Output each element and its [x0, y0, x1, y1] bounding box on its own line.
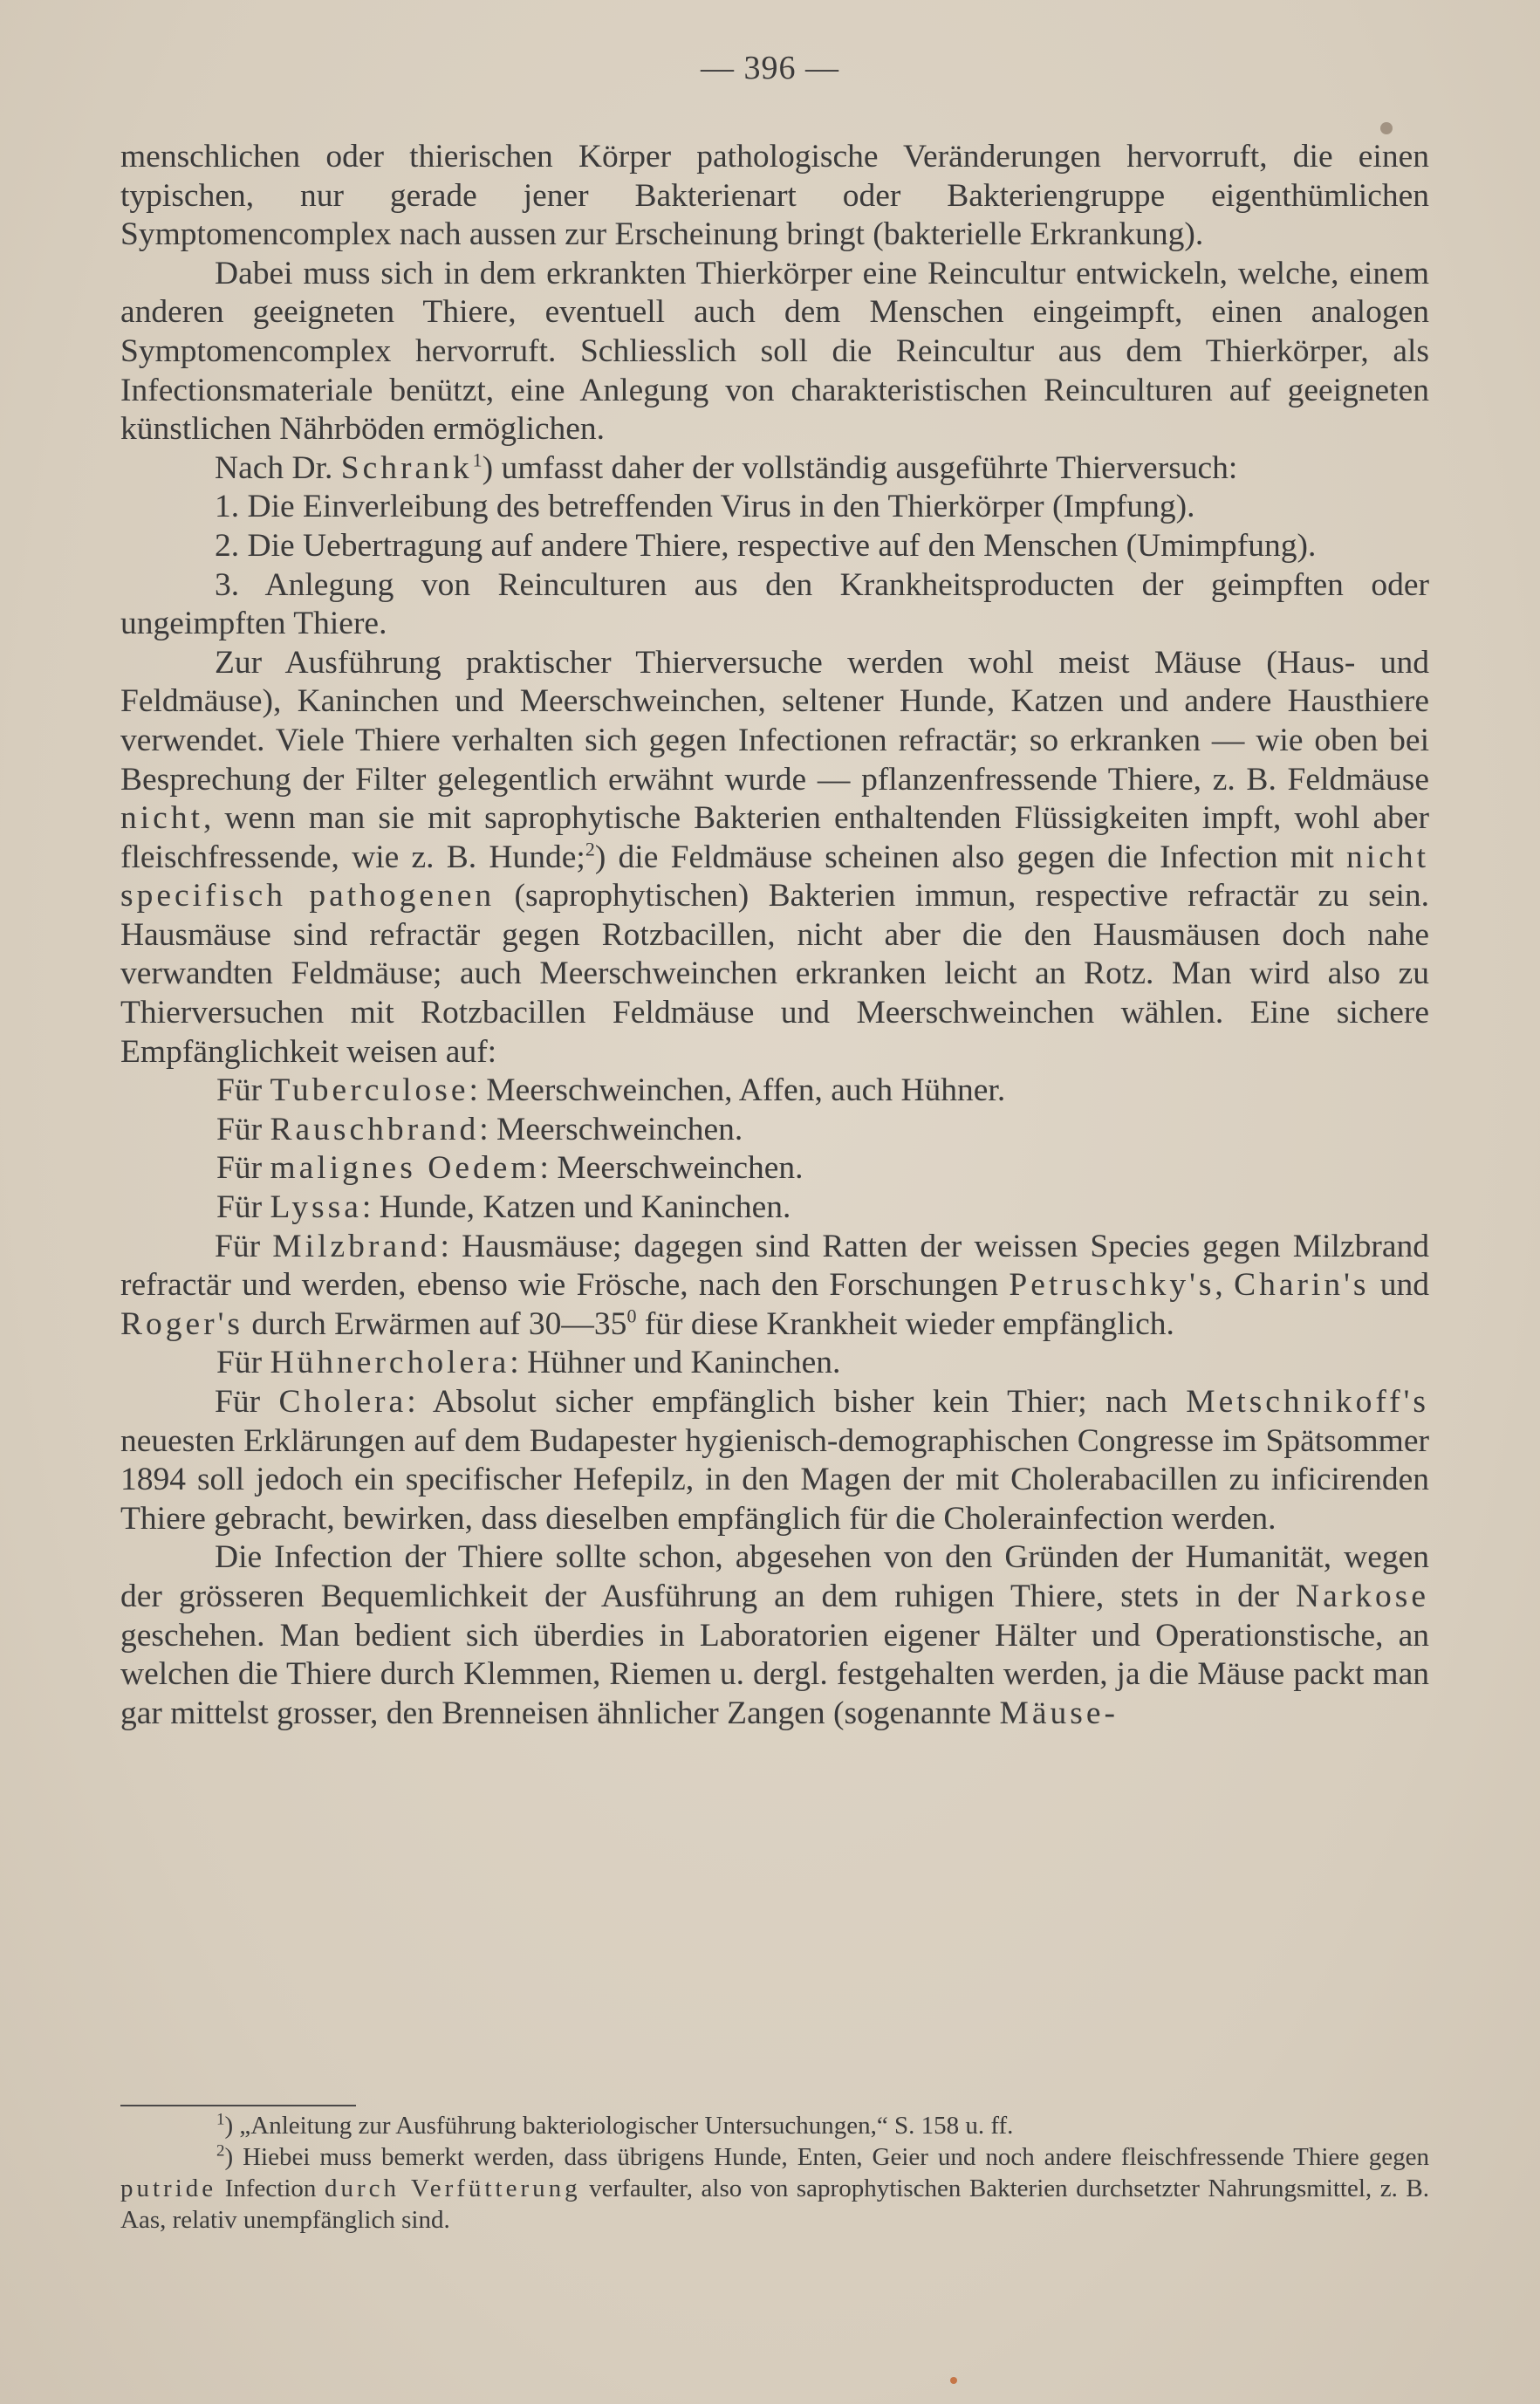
author-name: Roger's: [120, 1305, 243, 1342]
text-run: ) umfasst daher der vollständig ausgeführte Thierversuch:: [482, 449, 1238, 486]
text-run: Für: [216, 1345, 270, 1381]
paragraph: [120, 449, 1429, 489]
footnote-ref: 1: [472, 449, 483, 471]
text-run: für diese Krankheit wieder empfänglich.: [636, 1305, 1174, 1342]
disease-entry: [120, 1111, 1429, 1150]
emphasis: Narkose: [1296, 1578, 1429, 1614]
text-run: : Meerschweinchen.: [539, 1150, 804, 1187]
page-number: — 396 —: [701, 50, 839, 86]
disease-entry: [120, 1188, 1429, 1228]
paragraph: [120, 1538, 1429, 1733]
disease-entry: [120, 1344, 1429, 1383]
paragraph: Dabei muss sich in dem erkrankten Thierkörper eine Reincultur entwickeln, welche, einem anderen geeigneten Thiere, eventuell auch dem Menschen eingeimpft, einen analogen Symptomencomplex hervorruft. Schliesslich soll die Reincultur aus dem Thierkörper, als Infectionsmateriale benützt, eine Anlegung von charakteristischen Reinculturen auf geeigneten künstlichen Nährböden ermöglichen.: [120, 255, 1429, 448]
text-run: Die Infection der Thiere sollte schon, abgesehen von den Gründen der Humanität, wegen der grösseren Bequemlichkeit der Ausführung an dem ruhigen Thiere, stets in der: [120, 1539, 1429, 1614]
list-item: 2. Die Uebertragung auf andere Thiere, respective auf den Menschen (Umimpfung).: [215, 527, 1317, 564]
emphasis: nicht specifisch pathogenen: [120, 839, 1429, 914]
footnotes: [120, 2110, 1429, 2236]
disease-name: Rauschbrand: [270, 1111, 480, 1147]
degree-mark: 0: [626, 1305, 637, 1327]
text-run: Für: [216, 1189, 270, 1226]
disease-name: Tuberculose: [270, 1072, 469, 1109]
list-item: 3. Anlegung von Reinculturen aus den Krankheitsproducten der geimpften oder ungeimpften Thiere.: [120, 566, 1429, 642]
footnote-mark: 1: [216, 2110, 225, 2129]
disease-name: Cholera: [278, 1384, 407, 1420]
footnote-divider: [120, 2105, 356, 2106]
text-run: Für: [216, 1150, 270, 1187]
text-run: Für: [216, 1072, 270, 1109]
footnote-mark: 2: [216, 2141, 225, 2161]
text-run: verfaulter, also von saprophytischen Bakterien durchsetzter Nahrungsmittel, z. B. Aas, relativ unempfänglich sind.: [120, 2175, 1430, 2234]
text-run: durch Erwärmen auf 30—35: [243, 1305, 627, 1342]
text-run: (saprophytischen) Bakterien immun, respective refractär zu sein. Hausmäuse sind refractär gegen Rotzbacillen, nicht aber die den Hausmäusen doch nahe verwandten Feldmäuse; auch Meerschweinchen erkranken leicht an Rotz. Man wird also zu Thierversuchen mit Rotzbacillen Feldmäuse und Meerschweinchen wählen. Eine sichere Empfänglichkeit weisen auf:: [120, 878, 1429, 1070]
paper-speck: [1380, 122, 1393, 134]
text-run: Infection: [216, 2175, 325, 2202]
disease-name: Lyssa: [270, 1189, 362, 1226]
text-run: : Hausmäuse; dagegen sind Ratten der weissen Species gegen Milzbrand refractär und werden, ebenso wie Frösche, nach den Forschungen: [120, 1228, 1430, 1304]
author-name: Petruschky's: [1009, 1267, 1215, 1304]
author-name: Schrank: [340, 449, 473, 486]
disease-entry: [120, 1383, 1429, 1538]
disease-entry: [120, 1149, 1429, 1188]
main-text: [120, 138, 1429, 1733]
text-run: : Absolut sicher empfänglich bisher kein Thier; nach: [407, 1384, 1187, 1420]
paragraph: menschlichen oder thierischen Körper pathologische Veränderungen hervorruft, die einen typischen, nur gerade jener Bakterienart oder Bakteriengruppe eigenthümlichen Symptomencomplex nach aussen zur Erscheinung bringt (bakterielle Erkrankung).: [120, 139, 1429, 253]
list-item: 1. Die Einverleibung des betreffenden Virus in den Thierkörper (Impfung).: [215, 489, 1195, 525]
emphasis: durch Verfütterung: [324, 2175, 581, 2202]
text-run: Für: [215, 1384, 279, 1420]
text-run: : Hunde, Katzen und Kaninchen.: [361, 1189, 791, 1226]
paragraph: [120, 644, 1429, 1072]
disease-entry: [120, 1072, 1429, 1111]
footnote: [120, 2110, 1429, 2141]
text-run: ,: [1215, 1267, 1235, 1304]
emphasis: putride: [120, 2175, 217, 2202]
text-run: neuesten Erklärungen auf dem Budapester hygienisch-demographischen Congresse im Spätsommer 1894 soll jedoch ein specifischer Hefepilz, in den Magen der mit Cholerabacillen zu inficirenden Thiere gebracht, bewirken, dass dieselben empfänglich für die Cholerainfection werden.: [120, 1422, 1429, 1537]
text-run: ) die Feldmäuse scheinen also gegen die Infection mit: [594, 839, 1347, 875]
disease-name: Hühnercholera: [270, 1345, 510, 1381]
author-name: Metschnikoff's: [1186, 1384, 1429, 1420]
emphasis: nicht: [120, 800, 203, 837]
text-run: und: [1369, 1267, 1430, 1304]
footnote-ref: 2: [585, 838, 595, 860]
disease-name: malignes Oedem: [270, 1150, 540, 1187]
text-run: : Hühner und Kaninchen.: [510, 1345, 841, 1381]
text-run: ) Hiebei muss bemerkt werden, dass übrigens Hunde, Enten, Geier und noch andere fleischfressende Thiere gegen: [224, 2143, 1429, 2171]
text-run: geschehen. Man bedient sich überdies in Laboratorien eigener Hälter und Operationstische, an welchen die Thiere durch Klemmen, Riemen u. dergl. festgehalten werden, ja die Mäuse packt man gar mittelst grosser, den Brenneisen ähnlicher Zangen (sogenannte: [120, 1617, 1429, 1731]
text-run: : Meerschweinchen, Affen, auch Hühner.: [469, 1072, 1006, 1109]
text-run: ) „Anleitung zur Ausführung bakteriologischer Untersuchungen,“ S. 158 u. ff.: [224, 2112, 1014, 2140]
text-run: Für: [215, 1228, 273, 1264]
emphasis: Mäuse-: [999, 1695, 1119, 1731]
text-run: Nach Dr.: [215, 449, 341, 486]
author-name: Charin's: [1234, 1267, 1370, 1304]
text-run: , wenn man sie mit saprophytische Bakterien enthaltenden Flüssigkeiten impft, wohl aber fleischfressende, wie z. B. Hunde;: [120, 800, 1429, 875]
text-run: Für: [216, 1111, 270, 1147]
disease-name: Milzbrand: [272, 1228, 441, 1264]
paper-speck: [950, 2377, 957, 2384]
text-run: : Meerschweinchen.: [479, 1111, 743, 1147]
disease-entry: [120, 1228, 1429, 1345]
text-run: Zur Ausführung praktischer Thierversuche werden wohl meist Mäuse (Haus- und Feldmäuse), Kaninchen und Meerschweinchen, seltener Hunde, Katzen und andere Hausthiere verwendet. Viele Thiere verhalten sich gegen Infectionen refractär; so erkranken — wie oben bei Besprechung der Filter gelegentlich erwähnt wurde — pflanzenfressende Thiere, z. B. Feldmäuse: [120, 644, 1429, 798]
footnote: [120, 2141, 1429, 2236]
